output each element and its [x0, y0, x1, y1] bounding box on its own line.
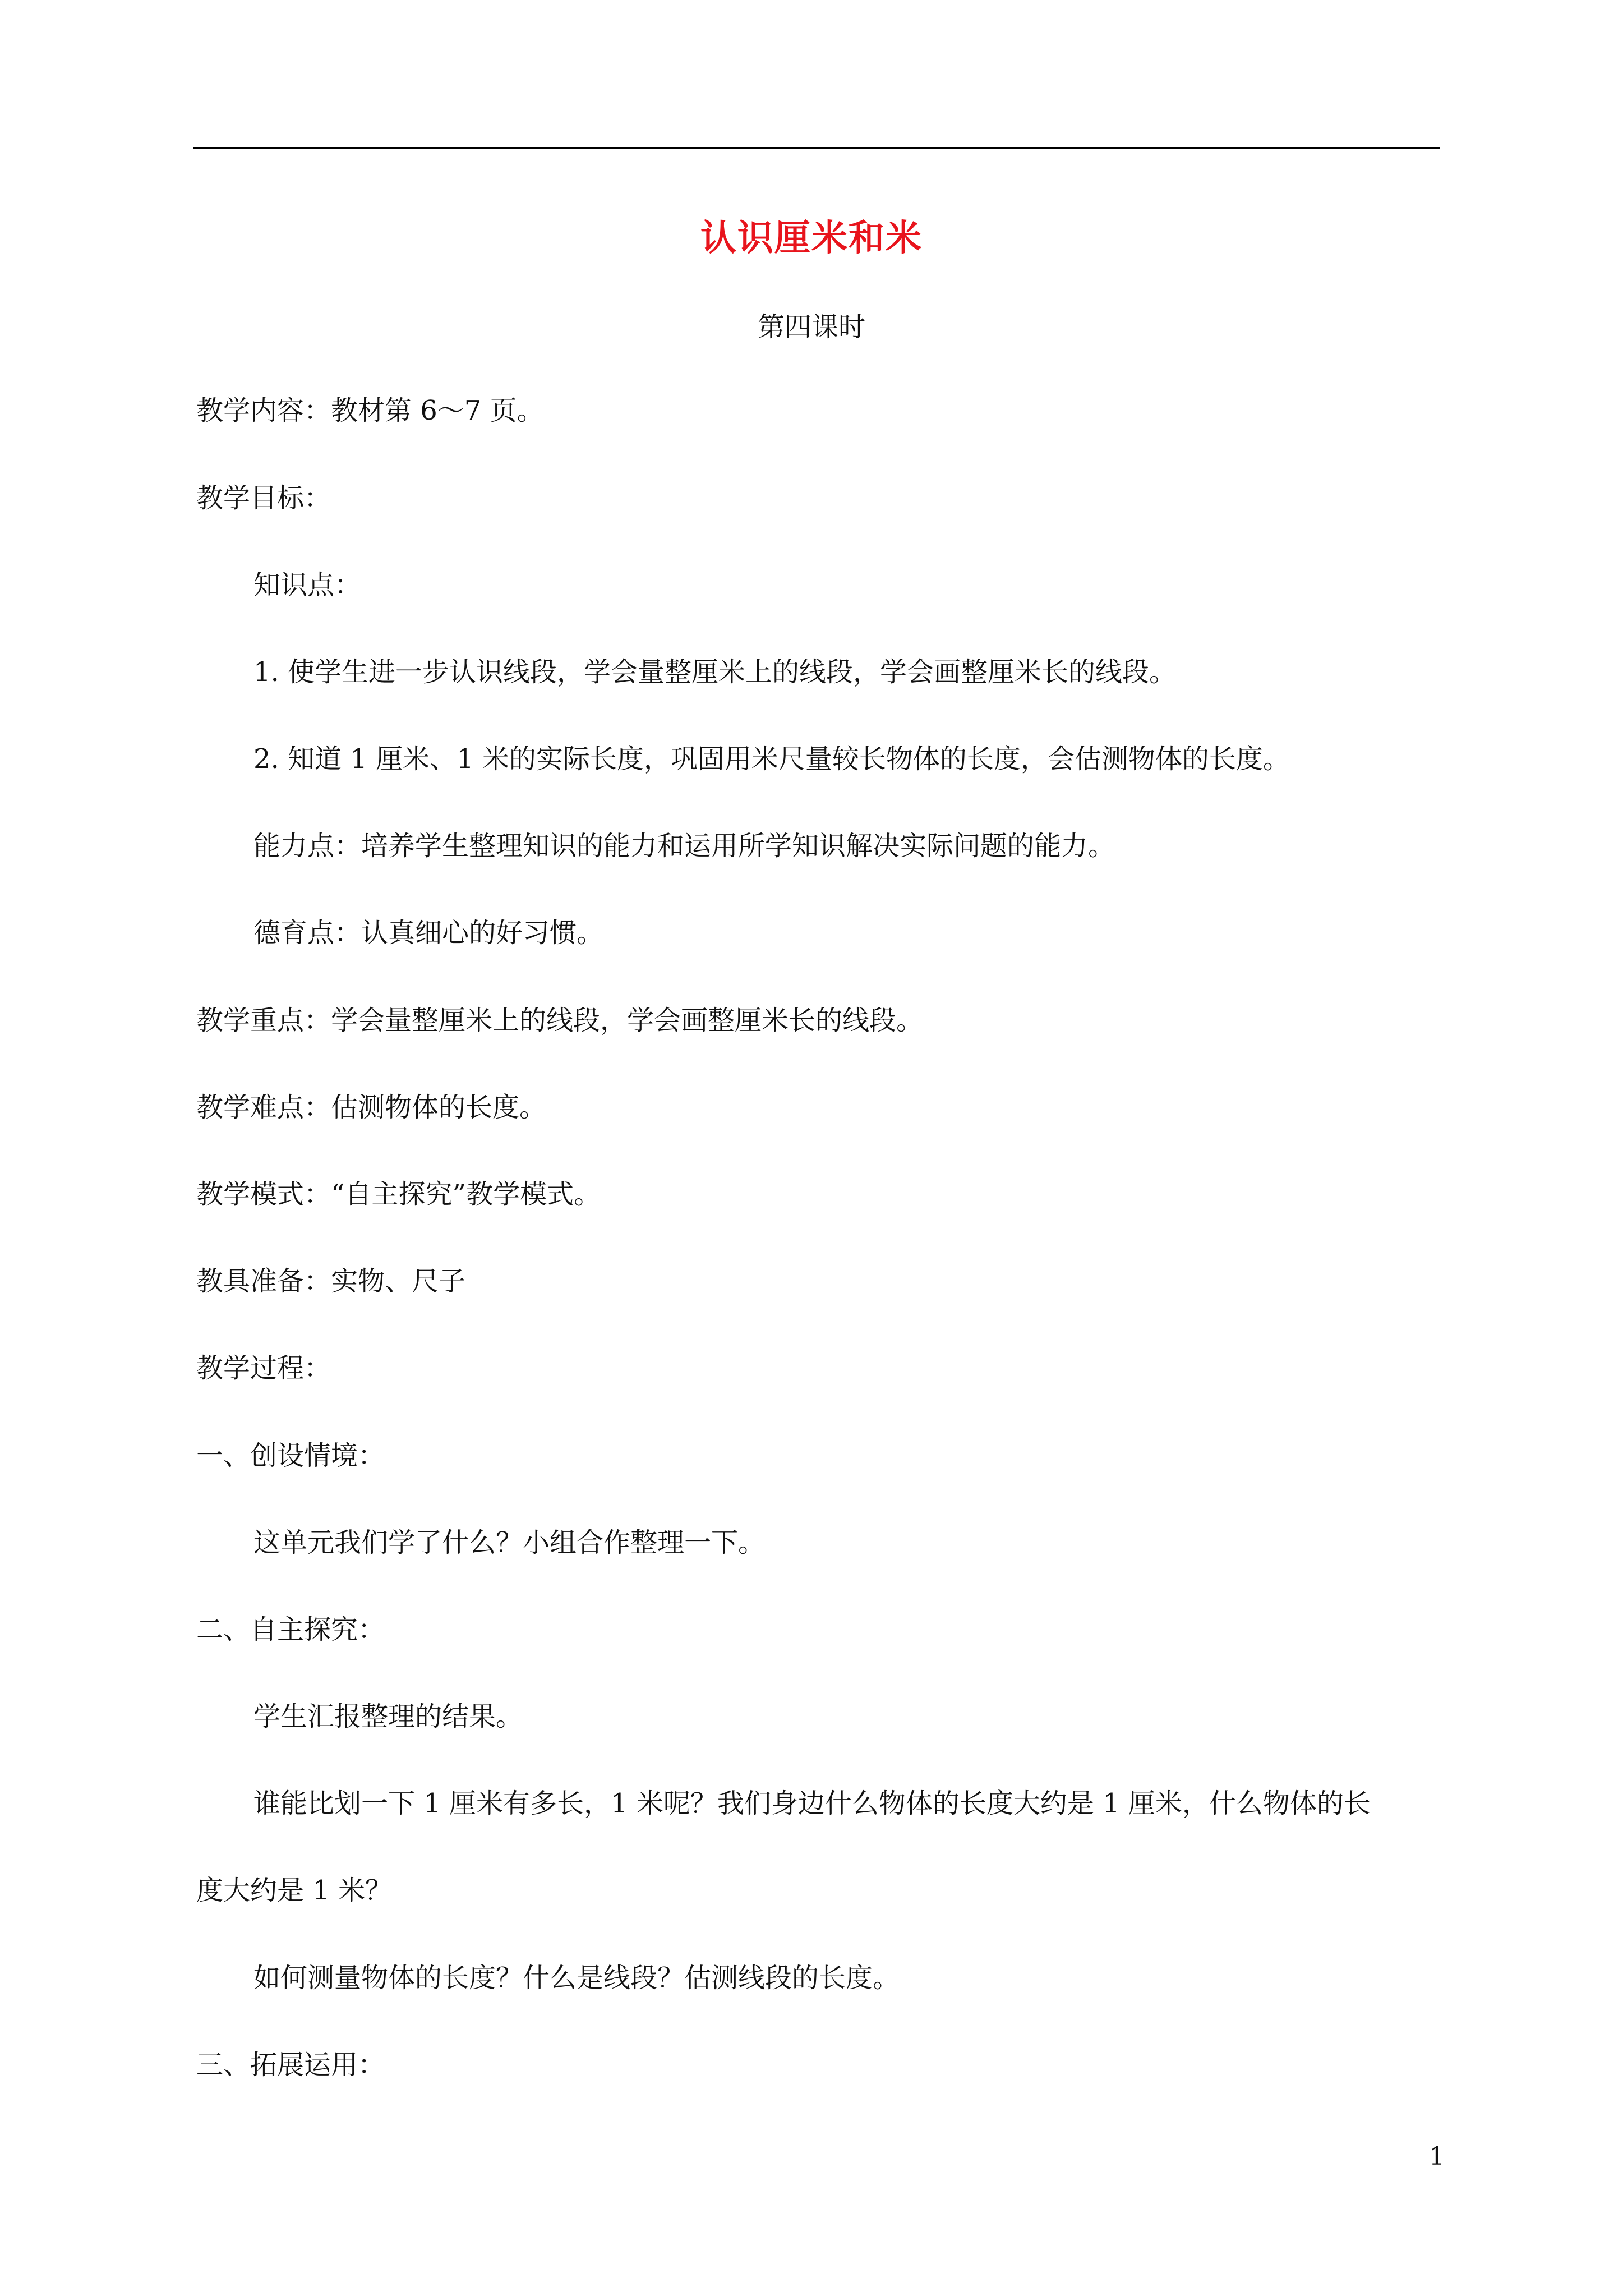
teaching-mode-line: 教学模式：“自主探究”教学模式。 [196, 1179, 601, 1210]
document-subtitle: 第四课时 [757, 311, 865, 343]
section-3-heading: 三、拓展运用： [196, 2049, 385, 2081]
teaching-process-heading: 教学过程： [196, 1352, 331, 1384]
section-2-paragraph-2: 谁能比划一下 1 厘米有多长，1 米呢？我们身边什么物体的长度大约是 1 厘米，什么物体的长 [253, 1788, 1371, 1819]
knowledge-points-label: 知识点： [253, 569, 362, 601]
section-2-paragraph-3: 如何测量物体的长度？什么是线段？估测线段的长度。 [253, 1962, 900, 1994]
ability-point-line: 能力点：培养学生整理知识的能力和运用所学知识解决实际问题的能力。 [253, 830, 1115, 862]
moral-point-line: 德育点：认真细心的好习惯。 [253, 917, 604, 949]
section-1-heading: 一、创设情境： [196, 1440, 385, 1471]
document-title: 认识厘米和米 [700, 218, 923, 259]
section-2-heading: 二、自主探究： [196, 1614, 385, 1645]
page-number: 1 [1429, 2142, 1445, 2171]
teaching-focus-line: 教学重点：学会量整厘米上的线段，学会画整厘米长的线段。 [196, 1005, 924, 1036]
section-2-paragraph-2-continued: 度大约是 1 米？ [196, 1875, 393, 1906]
knowledge-point-1: 1. 使学生进一步认识线段，学会量整厘米上的线段，学会画整厘米长的线段。 [253, 656, 1177, 688]
header-rule [193, 147, 1440, 149]
knowledge-point-2: 2. 知道 1 厘米、1 米的实际长度，巩固用米尺量较长物体的长度，会估测物体的长度。 [253, 743, 1290, 775]
section-1-paragraph: 这单元我们学了什么？小组合作整理一下。 [253, 1527, 766, 1558]
teaching-aids-line: 教具准备：实物、尺子 [196, 1266, 466, 1297]
teaching-goals-heading: 教学目标： [196, 482, 331, 514]
teaching-difficulty-line: 教学难点：估测物体的长度。 [196, 1092, 547, 1123]
teaching-content-line: 教学内容：教材第 6～7 页。 [196, 395, 544, 426]
section-2-paragraph-1: 学生汇报整理的结果。 [253, 1701, 523, 1732]
